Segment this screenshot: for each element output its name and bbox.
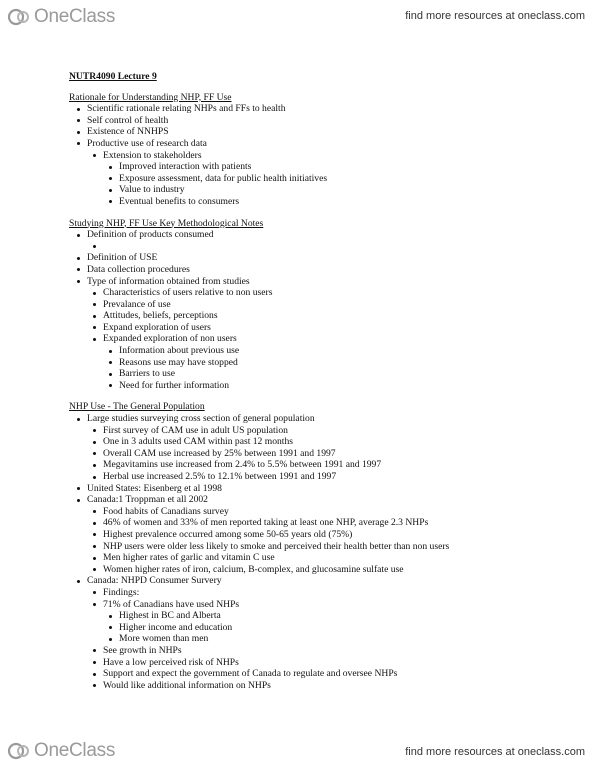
list-item: Information about previous use: [69, 345, 579, 357]
promo-link[interactable]: find more resources at oneclass.com: [405, 10, 585, 22]
list-item: Definition of USE: [69, 252, 579, 264]
document-section: [69, 401, 579, 691]
list-item: Attitudes, beliefs, perceptions: [69, 310, 579, 322]
list-item: Findings:: [69, 587, 579, 599]
list-item: Highest prevalence occurred among some 50-65 years old (75%): [69, 529, 579, 541]
list-item: Value to industry: [69, 184, 579, 196]
list-item: Would like additional information on NHPs: [69, 680, 579, 692]
list-item: Higher income and education: [69, 622, 579, 634]
list-item: Reasons use may have stopped: [69, 357, 579, 369]
list-item: NHP users were older less likely to smoke and perceived their health better than non users: [69, 541, 579, 553]
list-item: Herbal use increased 2.5% to 12.1% between 1991 and 1997: [69, 471, 579, 483]
section-heading: NHP Use - The General Population: [69, 401, 205, 413]
bullet-list: [69, 413, 579, 691]
document-section: [69, 92, 579, 208]
list-item: Self control of health: [69, 115, 579, 127]
list-item: Scientific rationale relating NHPs and FFs to health: [69, 103, 579, 115]
list-item: Megavitamins use increased from 2.4% to 5.5% between 1991 and 1997: [69, 459, 579, 471]
list-item: Canada:1 Troppman et all 2002: [69, 494, 579, 506]
bullet-list: [69, 229, 579, 391]
list-item: Support and expect the government of Canada to regulate and oversee NHPs: [69, 668, 579, 680]
document-body: [69, 71, 579, 701]
list-item: United States: Eisenberg et al 1998: [69, 483, 579, 495]
list-item: Canada: NHPD Consumer Survery: [69, 575, 579, 587]
list-item: Existence of NNHPS: [69, 126, 579, 138]
section-heading: Studying NHP, FF Use Key Methodological Notes: [69, 217, 264, 229]
list-item: More women than men: [69, 633, 579, 645]
list-item: Expand exploration of users: [69, 322, 579, 334]
list-item: Prevalance of use: [69, 299, 579, 311]
list-item: Highest in BC and Alberta: [69, 610, 579, 622]
section-heading: Rationale for Understanding NHP, FF Use: [69, 91, 232, 103]
top-banner: [0, 0, 595, 36]
list-item: Data collection procedures: [69, 264, 579, 276]
bottom-banner: [0, 738, 595, 770]
list-item: Productive use of research data: [69, 138, 579, 150]
list-item: Need for further information: [69, 380, 579, 392]
brand-name: OneClass: [34, 740, 116, 761]
list-item: Have a low perceived risk of NHPs: [69, 657, 579, 669]
list-item: Women higher rates of iron, calcium, B-complex, and glucosamine sulfate use: [69, 564, 579, 576]
list-item: Characteristics of users relative to non users: [69, 287, 579, 299]
list-item: Definition of products consumed: [69, 229, 579, 241]
list-item: 46% of women and 33% of men reported taking at least one NHP, average 2.3 NHPs: [69, 517, 579, 529]
list-item: Improved interaction with patients: [69, 161, 579, 173]
list-item: Barriers to use: [69, 368, 579, 380]
list-item: One in 3 adults used CAM within past 12 months: [69, 436, 579, 448]
list-item: Large studies surveying cross section of general population: [69, 413, 579, 425]
brand-name: OneClass: [34, 6, 116, 27]
oneclass-logo[interactable]: [8, 6, 115, 28]
list-item: Eventual benefits to consumers: [69, 196, 579, 208]
list-item: Extension to stakeholders: [69, 150, 579, 162]
list-item: First survey of CAM use in adult US population: [69, 425, 579, 437]
list-item: Type of information obtained from studies: [69, 276, 579, 288]
promo-link[interactable]: find more resources at oneclass.com: [405, 746, 585, 758]
list-item: [69, 241, 579, 253]
bullet-list: [69, 103, 579, 207]
list-item: Expanded exploration of non users: [69, 333, 579, 345]
list-item: Exposure assessment, data for public health initiatives: [69, 173, 579, 185]
list-item: Food habits of Canadians survey: [69, 506, 579, 518]
list-item: See growth in NHPs: [69, 645, 579, 657]
document-section: [69, 218, 579, 392]
oneclass-logo[interactable]: [8, 740, 115, 762]
list-item: 71% of Canadians have used NHPs: [69, 599, 579, 611]
list-item: Men higher rates of garlic and vitamin C use: [69, 552, 579, 564]
oneclass-logo-icon: [8, 7, 30, 27]
document-title: NUTR4090 Lecture 9: [69, 71, 157, 82]
oneclass-logo-icon: [8, 741, 30, 761]
list-item: Overall CAM use increased by 25% between 1991 and 1997: [69, 448, 579, 460]
